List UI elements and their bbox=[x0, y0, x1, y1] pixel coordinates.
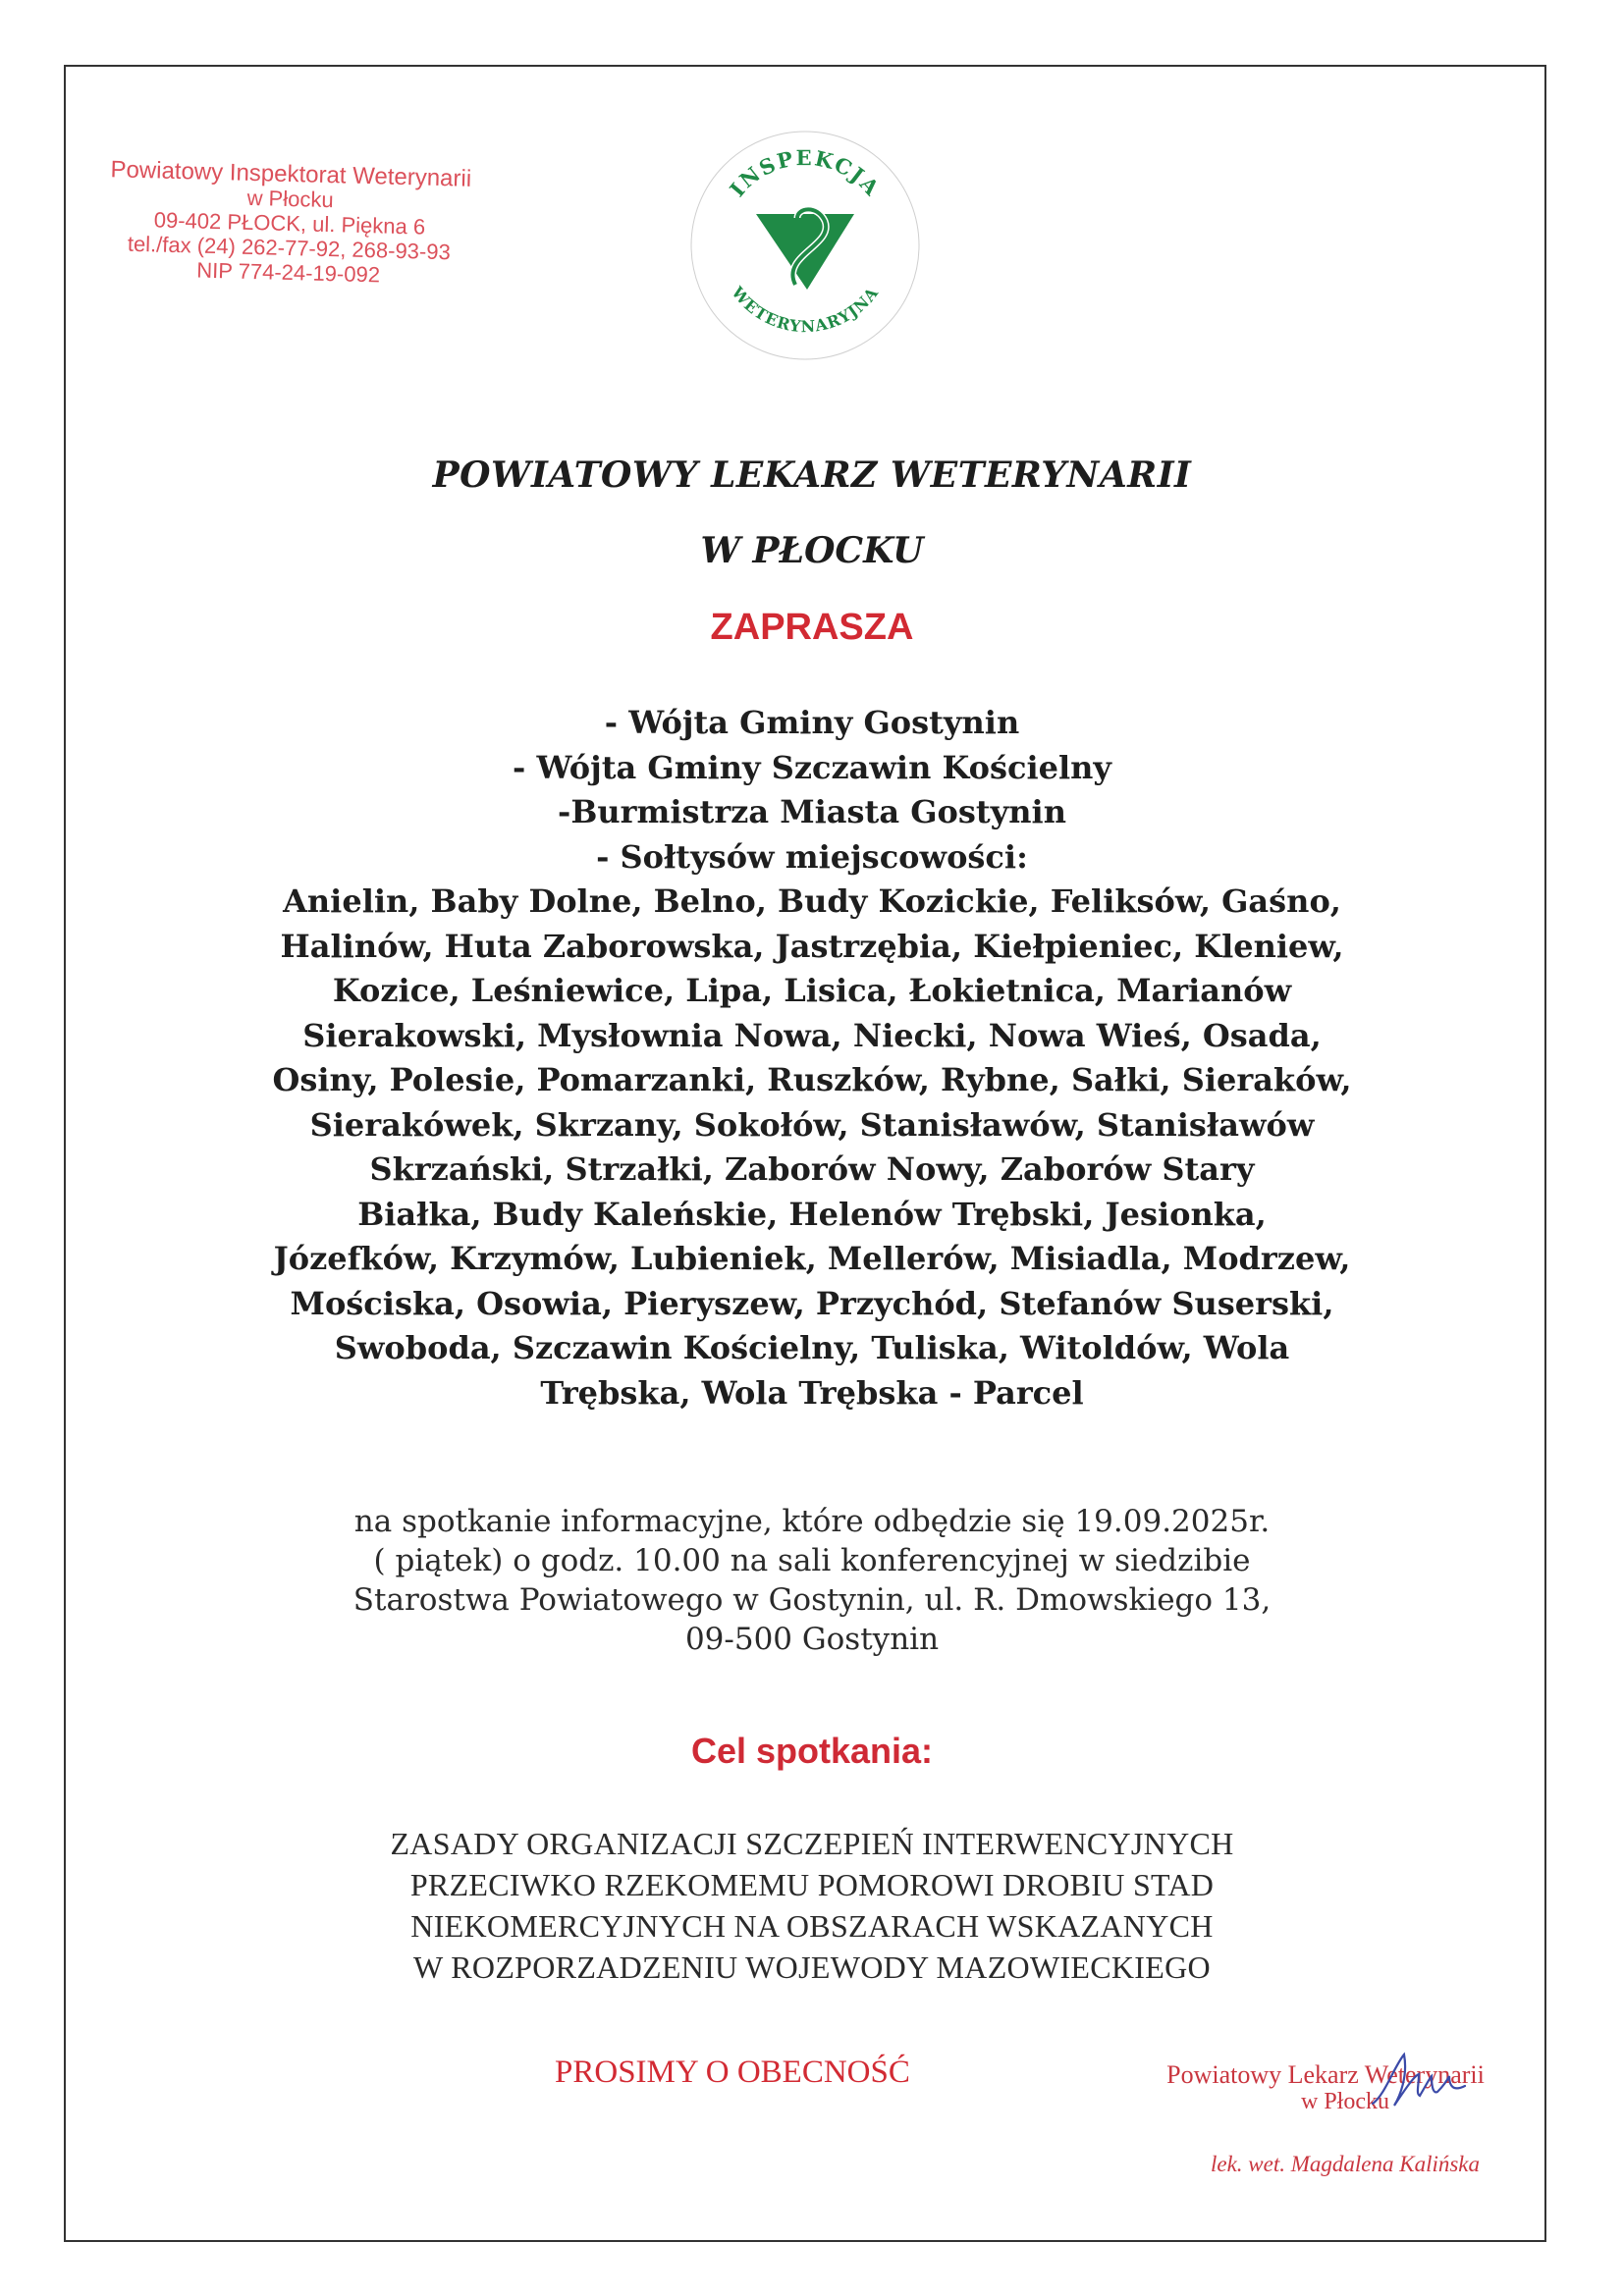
signature-title: Powiatowy Lekarz Weterynarii bbox=[1166, 2060, 1485, 2089]
meeting-line-1: na spotkanie informacyjne, które odbędzie się 19.09.2025r. bbox=[353, 1504, 1271, 1539]
village-line: Sierakówek, Skrzany, Sokołów, Stanisławów, Stanisławów bbox=[309, 1105, 1315, 1144]
invitee-soltysi: - Sołtysów miejscowości: bbox=[596, 837, 1028, 876]
svg-text:WETERYNARYJNA bbox=[728, 283, 883, 337]
village-line: Osiny, Polesie, Pomarzanki, Ruszków, Rybne, Sałki, Sieraków, bbox=[272, 1061, 1352, 1098]
logo-bottom-text: WETERYNARYJNA bbox=[728, 283, 883, 337]
signature-place: w Płocku bbox=[1301, 2089, 1389, 2114]
inspekcja-logo bbox=[687, 128, 923, 363]
invitee-burmistrz: -Burmistrza Miasta Gostynin bbox=[558, 793, 1066, 830]
stamp-line-2: w Płocku bbox=[246, 185, 334, 213]
stamp-line-3: 09-402 PŁOCK, ul. Piękna 6 bbox=[153, 207, 426, 240]
village-line: Sierakowski, Mysłownia Nowa, Niecki, Nowa Wieś, Osada, bbox=[302, 1016, 1322, 1054]
village-line: Skrzański, Strzałki, Zaborów Nowy, Zaborów Stary bbox=[369, 1150, 1255, 1188]
stamp-line-4: tel./fax (24) 262-77-92, 268-93-93 bbox=[127, 231, 452, 265]
signature-name: lek. wet. Magdalena Kalińska bbox=[1210, 2152, 1481, 2176]
handwritten-signature bbox=[1365, 2047, 1473, 2115]
stamp-line-1: Powiatowy Inspektorat Weterynarii bbox=[110, 156, 472, 192]
goal-line: ZASADY ORGANIZACJI SZCZEPIEŃ INTERWENCYJNYCH bbox=[390, 1826, 1234, 1861]
meeting-details bbox=[196, 1502, 1428, 1659]
village-line: Trębska, Wola Trębska - Parcel bbox=[540, 1373, 1084, 1412]
invitee-wojt-gostynin: - Wójta Gminy Gostynin bbox=[604, 704, 1020, 741]
invitee-wojt-szczawin: - Wójta Gminy Szczawin Kościelny bbox=[513, 748, 1111, 786]
title-line-1: POWIATOWY LEKARZ WETERYNARII bbox=[432, 454, 1192, 496]
village-line: Halinów, Huta Zaborowska, Jastrzębia, Kiełpieniec, Kleniew, bbox=[280, 927, 1344, 965]
meeting-line-3: Starostwa Powiatowego w Gostynin, ul. R. Dmowskiego 13, bbox=[352, 1582, 1272, 1618]
goal-line: W ROZPORZADZENIU WOJEWODY MAZOWIECKIEGO bbox=[413, 1949, 1211, 1985]
village-line: Anielin, Baby Dolne, Belno, Budy Kozickie, Feliksów, Gaśno, bbox=[283, 882, 1341, 920]
meeting-line-2: ( piątek) o godz. 10.00 na sali konferencyjnej w siedzibie bbox=[373, 1543, 1251, 1578]
closing-request: PROSIMY O OBECNOŚĆ bbox=[555, 2055, 910, 2090]
goal-text bbox=[196, 1823, 1428, 1988]
stamp-line-5: NIP 774-24-19-092 bbox=[196, 257, 381, 288]
invitee-list bbox=[157, 701, 1467, 1415]
invite-word: ZAPRASZA bbox=[710, 607, 914, 648]
goal-line: NIEKOMERCYJNYCH NA OBSZARACH WSKAZANYCH bbox=[410, 1908, 1214, 1944]
office-stamp bbox=[91, 157, 487, 290]
village-line: Mościska, Osowia, Pieryszew, Przychód, Stefanów Suserski, bbox=[290, 1284, 1334, 1322]
village-list bbox=[157, 880, 1467, 1415]
village-line: Józefków, Krzymów, Lubieniek, Mellerów, Misiadla, Modrzew, bbox=[273, 1240, 1351, 1277]
goal-line: PRZECIWKO RZEKOMEMU POMOROWI DROBIU STAD bbox=[409, 1867, 1215, 1902]
village-line: Swoboda, Szczawin Kościelny, Tuliska, Witoldów, Wola bbox=[334, 1329, 1290, 1366]
meeting-line-4: 09-500 Gostynin bbox=[684, 1622, 940, 1657]
svg-text:INSPEKCJA bbox=[725, 145, 886, 201]
goal-heading: Cel spotkania: bbox=[690, 1731, 934, 1771]
village-line: Białka, Budy Kaleńskie, Helenów Trębski, Jesionka, bbox=[357, 1195, 1267, 1233]
logo-top-text: INSPEKCJA bbox=[725, 145, 886, 202]
title-line-2: W PŁOCKU bbox=[700, 530, 924, 571]
village-line: Kozice, Leśniewice, Lipa, Lisica, Łokietnica, Marianów bbox=[332, 972, 1292, 1009]
